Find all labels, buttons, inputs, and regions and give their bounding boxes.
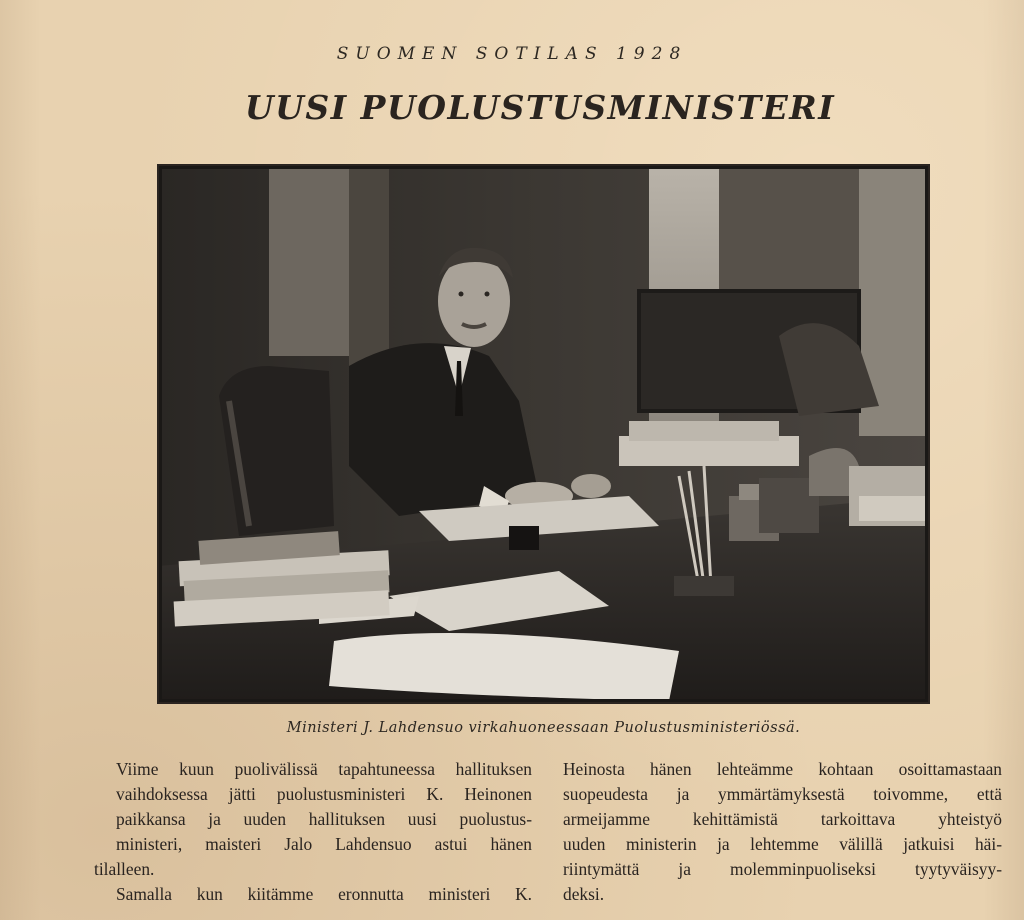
photo-illustration: [159, 166, 928, 702]
text-line: uuden ministerin ja lehtemme välillä jatkuisi häi-: [563, 834, 1002, 854]
photo-caption: Ministeri J. Lahdensuo virkahuoneessaan Puolustusministeriössä.: [286, 720, 801, 736]
text-line: Viime kuun puolivälissä tapahtuneessa hallituksen: [116, 759, 532, 779]
text-line: armeijamme kehittämistä tarkoittava yhteistyö: [563, 809, 1002, 829]
paragraph-end: [563, 882, 1002, 907]
minister-photograph: [157, 164, 930, 704]
text-line: Samalla kun kiitämme eronnutta ministeri K.: [116, 884, 532, 904]
paragraph-end: [94, 857, 532, 882]
text-line: Heinosta hänen lehteämme kohtaan osoittamastaan: [563, 759, 1002, 779]
paragraph: [563, 757, 1002, 882]
article-left-column: [94, 757, 532, 907]
text-line: ministeri, maisteri Jalo Lahdensuo astui hänen: [116, 834, 532, 854]
article-title: UUSI PUOLUSTUSMINISTERI: [244, 88, 836, 127]
paragraph: [94, 757, 532, 857]
text-line: riintymättä ja molemminpuoliseksi tyytyväisyy-: [563, 859, 1002, 879]
text-line: deksi.: [563, 884, 605, 904]
text-line: paikkansa ja uuden hallituksen uusi puolustus-: [116, 809, 532, 829]
text-line: suopeudesta ja ymmärtämyksestä toivomme, että: [563, 784, 1002, 804]
running-head: SUOMEN SOTILAS 1928: [336, 44, 688, 64]
paragraph: [94, 882, 532, 907]
text-line: tilalleen.: [94, 859, 155, 879]
article-right-column: [563, 757, 1002, 907]
text-line: vaihdoksessa jätti puolustusministeri K. Heinonen: [116, 784, 532, 804]
